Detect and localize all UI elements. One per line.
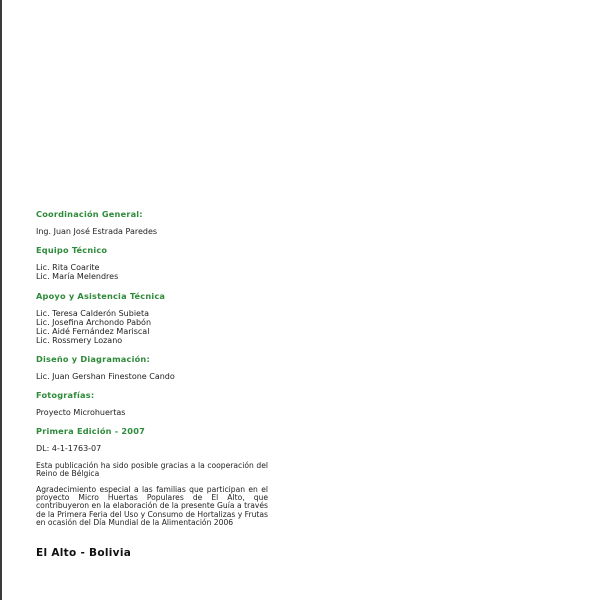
publication-place: El Alto - Bolivia — [36, 547, 132, 559]
technical-support-heading: Apoyo y Asistencia Técnica — [36, 291, 166, 301]
photos-heading: Fotografías: — [36, 390, 95, 400]
technical-support-name: Lic. Aidé Fernández Mariscal — [36, 327, 150, 336]
coordination-name: Ing. Juan José Estrada Paredes — [36, 227, 158, 236]
design-name: Lic. Juan Gershan Finestone Cando — [36, 372, 175, 381]
coordination-heading: Coordinación General: — [36, 209, 143, 219]
funding-note: Esta publicación ha sido posible gracias a la cooperación del Reino de Bélgica — [36, 461, 268, 479]
technical-team-name: Lic. María Melendres — [36, 272, 119, 281]
technical-support-name: Lic. Josefina Archondo Pabón — [36, 318, 152, 327]
acknowledgement-paragraph: Agradecimiento especial a las familias que participan en el proyecto Micro Huertas Populares de El Alto, que contribuyeron en la elaboración de la presente Guía a través de la Primera Feria del Uso y Consumo de Hortalizas y Frutas en ocasión del Día Mundial de la Alimentación 2006 — [36, 485, 268, 527]
technical-support-name: Lic. Teresa Calderón Subieta — [36, 309, 150, 318]
technical-team-heading: Equipo Técnico — [36, 245, 108, 255]
photos-credit: Proyecto Microhuertas — [36, 408, 126, 417]
legal-deposit: DL: 4-1-1763-07 — [36, 444, 102, 453]
technical-support-name: Lic. Rossmery Lozano — [36, 336, 123, 345]
page-left-border — [0, 0, 2, 600]
technical-team-name: Lic. Rita Coarite — [36, 263, 100, 272]
design-heading: Diseño y Diagramación: — [36, 354, 150, 364]
edition-heading: Primera Edición - 2007 — [36, 426, 146, 436]
